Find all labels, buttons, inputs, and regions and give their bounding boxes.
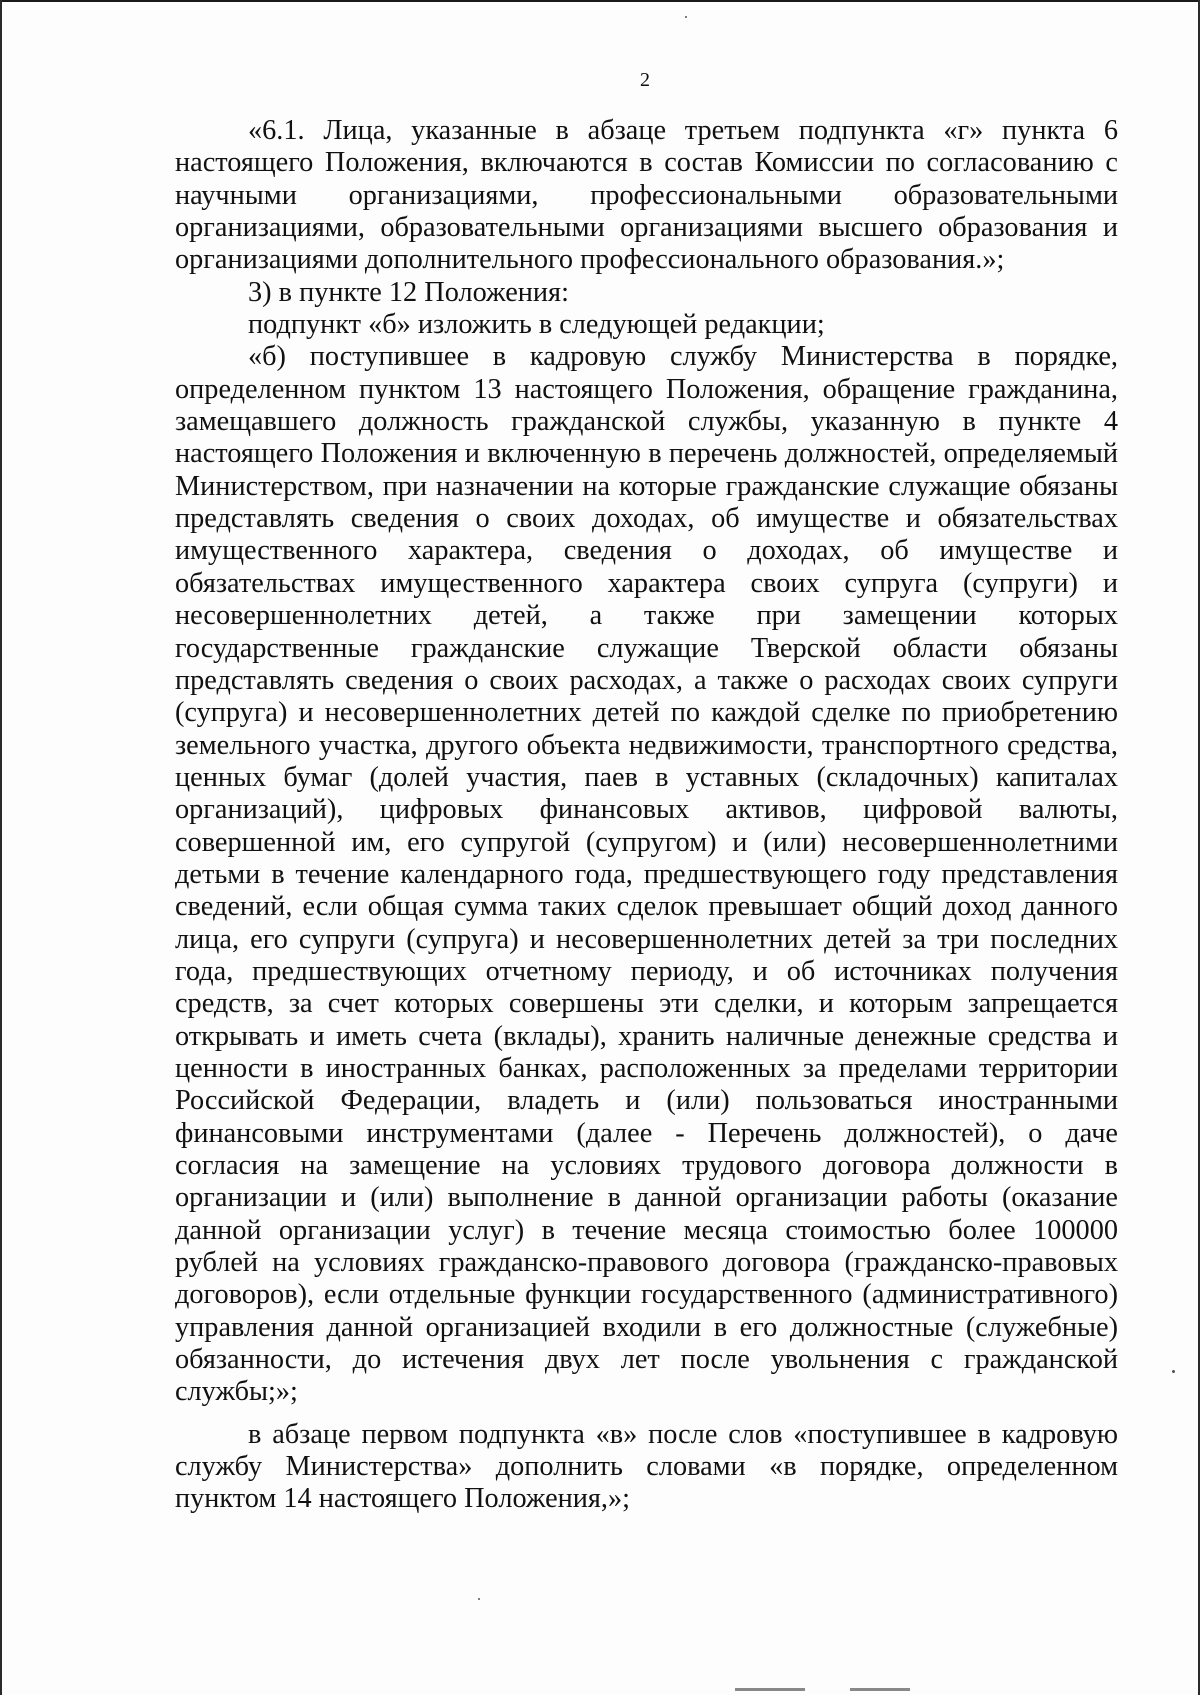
scan-speck (685, 16, 687, 18)
scan-border-top (0, 0, 1200, 2)
paragraph-6-1: «6.1. Лица, указанные в абзаце третьем подпункта «г» пункта 6 настоящего Положения, включаются в состав Комиссии по согласованию с научными организациями, профессиональными образовательными организациями, образовательными организациями высшего образования и организациями дополнительного профессионального образования.»; (175, 115, 1118, 276)
scan-speck (1172, 1370, 1175, 1373)
paragraph-subitem-b-intro: подпункт «б» изложить в следующей редакции; (248, 309, 825, 341)
paragraph-subitem-v-amendment: в абзаце первом подпункта «в» после слов «поступившее в кадровую службу Министерства» дополнить словами «в порядке, определенном пунктом 14 настоящего Положения,»; (175, 1418, 1118, 1515)
document-body (175, 115, 1118, 1516)
scan-mark (735, 1688, 805, 1691)
scan-mark (850, 1688, 910, 1691)
paragraph-subitem-b-text: «б) поступившее в кадровую службу Министерства в порядке, определенном пунктом 13 настоящего Положения, обращение гражданина, замещавшего должность гражданской службы, указанную в пункте 4 настоящего Положения и включенную в перечень должностей, определяемый Министерством, при назначении на которые гражданские служащие обязаны представлять сведения о своих доходах, об имуществе и обязательствах имущественного характера, сведения о доходах, об имуществе и обязательствах имущественного характера своих супруга (супруги) и несовершеннолетних детей, а также при замещении которых государственные гражданские служащие Тверской области обязаны представлять сведения о своих расходах, а также о расходах своих супруги (супруга) и несовершеннолетних детей по каждой сделке по приобретению земельного участка, другого объекта недвижимости, транспортного средства, ценных бумаг (долей участия, паев в уставных (складочных) капиталах организаций), цифровых финансовых активов, цифровой валюты, совершенной им, его супругой (супругом) и (или) несовершеннолетними детьми в течение календарного года, предшествующего году представления сведений, если общая сумма таких сделок превышает общий доход данного лица, его супруги (супруга) и несовершеннолетних детей за три последних года, предшествующих отчетному периоду, и об источниках получения средств, за счет которых совершены эти сделки, и которым запрещается открывать и иметь счета (вклады), хранить наличные денежные средства и ценности в иностранных банках, расположенных за пределами территории Российской Федерации, владеть и (или) пользоваться иностранными финансовыми инструментами (далее - Перечень должностей), о даче согласия на замещение на условиях трудового договора должности в организации и (или) выполнение в данной организации работы (оказание данной организации услуг) в течение месяца стоимостью более 100000 рублей на условиях гражданско-правового договора (гражданско-правовых договоров), если отдельные функции государственного (административного) управления данной организацией входили в его должностные (служебные) обязанности, до истечения двух лет после увольнения с гражданской службы;»; (175, 341, 1118, 1408)
paragraph-item-3: 3) в пункте 12 Положения: (248, 276, 569, 308)
page-number: 2 (640, 69, 650, 91)
scan-border-left (0, 0, 2, 1695)
scan-speck (478, 1598, 480, 1600)
